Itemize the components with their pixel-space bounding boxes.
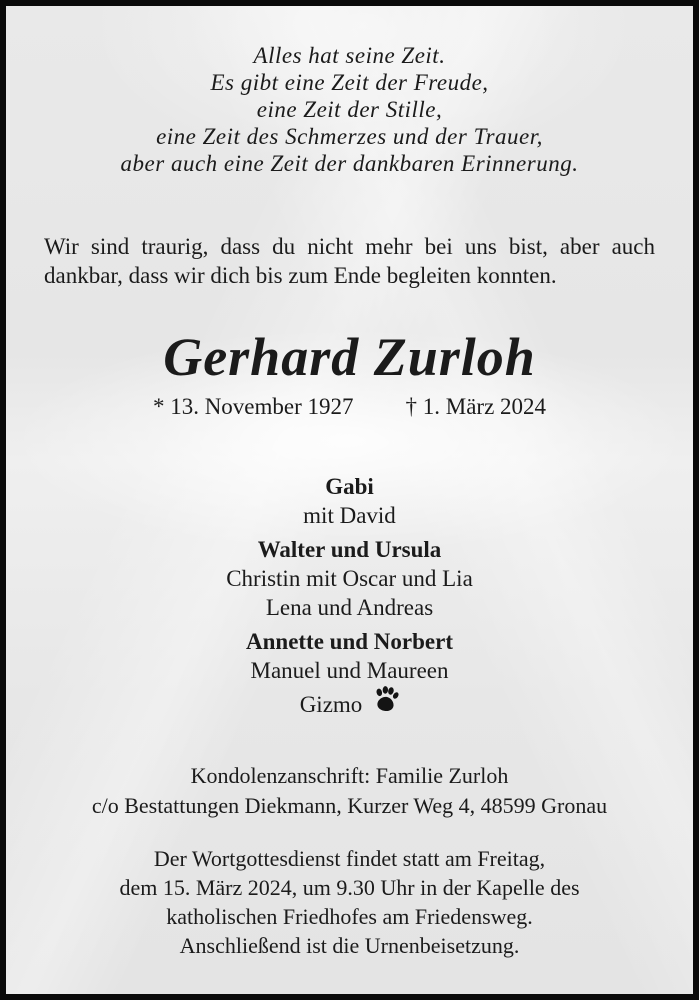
mourners-list: [6, 472, 693, 719]
pet-name: Gizmo: [299, 692, 363, 717]
service-line: katholischen Friedhofes am Friedensweg.: [166, 904, 533, 929]
service-line: Anschließend ist die Urnenbeisetzung.: [179, 933, 520, 958]
mourner-line: Manuel und Maureen: [250, 658, 449, 683]
condolence-line: Kondolenzanschrift: Familie Zurloh: [190, 763, 509, 788]
condolence-line: c/o Bestattungen Diekmann, Kurzer Weg 4, 48599 Gronau: [91, 793, 608, 818]
mourner-line: Walter und Ursula: [257, 537, 442, 562]
mourner-line: [6, 690, 693, 719]
deceased-name: Gerhard Zurloh: [163, 327, 536, 387]
poem-line: Es gibt eine Zeit der Freude,: [210, 70, 489, 95]
mourner-line: Christin mit Oscar und Lia: [226, 566, 473, 591]
poem: [6, 42, 693, 177]
poem-line: eine Zeit der Stille,: [256, 97, 443, 122]
mourner-line: Lena und Andreas: [265, 595, 434, 620]
poem-line: aber auch eine Zeit der dankbaren Erinnerung.: [120, 151, 579, 176]
service-line: dem 15. März 2024, um 9.30 Uhr in der Kapelle des: [119, 875, 580, 900]
service-info: [6, 844, 693, 960]
mourner-line: Gabi: [325, 474, 374, 499]
paw-icon: [370, 684, 401, 720]
mourner-line: Annette und Norbert: [246, 629, 453, 654]
intro-text: Wir sind traurig, dass du nicht mehr bei uns bist, aber auch dankbar, dass wir dich bis zum Ende begleiten konnten.: [44, 234, 655, 288]
life-dates: [6, 393, 693, 420]
death-date: † 1. März 2024: [405, 394, 547, 419]
service-line: Der Wortgottesdienst findet statt am Freitag,: [153, 846, 546, 871]
condolence-address: [6, 761, 693, 821]
birth-date: * 13. November 1927: [152, 394, 354, 419]
mourner-line: mit David: [303, 503, 396, 528]
poem-line: eine Zeit des Schmerzes und der Trauer,: [156, 124, 543, 149]
poem-line: Alles hat seine Zeit.: [253, 43, 446, 68]
